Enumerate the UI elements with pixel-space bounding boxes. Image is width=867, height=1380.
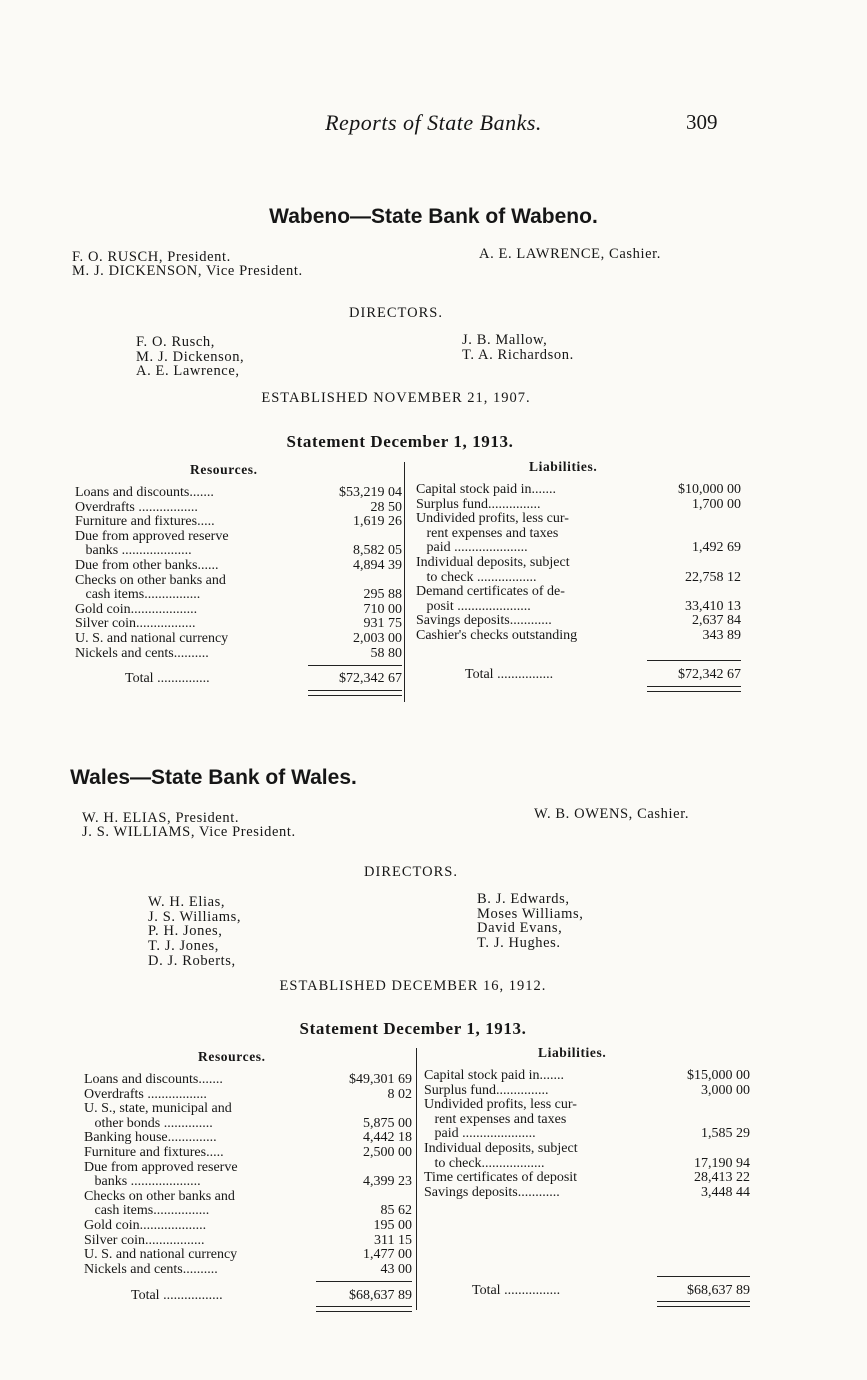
directors-right [462, 333, 574, 362]
ledger-row: Silver coin................. 311 15 [84, 1232, 412, 1248]
director: D. J. Roberts, [148, 952, 236, 969]
statement-title: Statement December 1, 1913. [286, 432, 514, 451]
total-double-rule [657, 1301, 750, 1307]
president: F. O. RUSCH, President. [72, 249, 231, 265]
ledger-row: Due from approved reserve [84, 1160, 238, 1175]
director: Moses Williams, [477, 905, 584, 922]
ledger-row: other bonds .............. 5,875 00 [84, 1115, 412, 1131]
liabilities-total-row [465, 667, 741, 683]
resources-total-row [131, 1288, 412, 1304]
total-label: Total ............... [125, 671, 210, 686]
bank-title: Wales—State Bank of Wales. [70, 766, 357, 789]
ledger-row: U. S., state, municipal and [84, 1102, 232, 1117]
director: J. S. Williams, [148, 908, 242, 925]
president: W. H. ELIAS, President. [82, 810, 240, 826]
ledger-row: Nickels and cents.......... 43 00 [84, 1261, 412, 1277]
ledger-row: Checks on other banks and [75, 573, 226, 588]
resources-total: $72,342 67 [339, 671, 402, 686]
resources-list [75, 486, 402, 661]
ledger-row: paid ..................... 1,492 69 [416, 540, 741, 556]
resources-total-row [125, 671, 402, 687]
ledger-row: posit ..................... 33,410 13 [416, 598, 741, 614]
liabilities-heading: Liabilities. [529, 459, 598, 474]
director: J. B. Mallow, [462, 332, 548, 348]
ledger-row: U. S. and national currency 2,003 00 [75, 630, 402, 646]
ledger-row: Overdrafts ................. 28 50 [75, 499, 402, 515]
directors-left [136, 335, 244, 379]
total-label: Total ................. [131, 1288, 223, 1303]
ledger-row: Savings deposits............ 3,448 44 [424, 1184, 750, 1200]
subtotal-rule [316, 1281, 412, 1282]
ledger-row: Cashier's checks outstanding 343 89 [416, 627, 741, 643]
resources-heading: Resources. [198, 1049, 266, 1064]
column-divider [416, 1048, 417, 1310]
ledger-row: Time certificates of deposit 28,413 22 [424, 1170, 750, 1186]
total-double-rule [647, 686, 741, 692]
ledger-row: banks .................... 4,399 23 [84, 1174, 412, 1190]
cashier: A. E. LAWRENCE, Cashier. [479, 246, 661, 262]
ledger-row: Savings deposits............ 2,637 84 [416, 613, 741, 629]
ledger-row: to check.................. 17,190 94 [424, 1155, 750, 1171]
ledger-row: Loans and discounts....... $53,219 04 [75, 485, 402, 500]
ledger-row: Checks on other banks and [84, 1189, 235, 1204]
ledger-row: rent expenses and taxes [424, 1112, 567, 1127]
ledger-row: Surplus fund............... 3,000 00 [424, 1082, 750, 1098]
total-double-rule [308, 690, 402, 696]
resources-heading: Resources. [190, 462, 258, 477]
bank-title: Wabeno—State Bank of Wabeno. [269, 205, 598, 228]
ledger-row: U. S. and national currency 1,477 00 [84, 1247, 412, 1263]
established-date: ESTABLISHED NOVEMBER 21, 1907. [261, 390, 531, 406]
total-label: Total ................ [465, 667, 554, 682]
ledger-row: Individual deposits, subject [424, 1141, 578, 1156]
statement-title: Statement December 1, 1913. [299, 1019, 527, 1038]
ledger-row: Surplus fund............... 1,700 00 [416, 496, 741, 512]
page-number: 309 [686, 110, 718, 134]
directors-heading: DIRECTORS. [364, 864, 458, 880]
director: P. H. Jones, [148, 923, 223, 940]
director: A. E. Lawrence, [136, 363, 240, 379]
director: F. O. Rusch, [136, 334, 215, 350]
ledger-row: Individual deposits, subject [416, 555, 570, 570]
ledger-row: Overdrafts ................. 8 02 [84, 1086, 412, 1102]
ledger-row: Due from other banks...... 4,894 39 [75, 557, 402, 573]
ledger-row: cash items................ 85 62 [84, 1203, 412, 1219]
director: M. J. Dickenson, [136, 348, 245, 365]
director: David Evans, [477, 920, 563, 937]
ledger-row: to check ................. 22,758 12 [416, 569, 741, 585]
vice-president: J. S. WILLIAMS, Vice President. [82, 824, 296, 840]
directors-right [477, 892, 583, 951]
liabilities-total: $72,342 67 [678, 667, 741, 682]
ledger-row: Furniture and fixtures..... 1,619 26 [75, 514, 402, 530]
directors-heading: DIRECTORS. [349, 305, 443, 321]
director: B. J. Edwards, [477, 891, 570, 907]
column-divider [404, 462, 405, 702]
ledger-row: Loans and discounts....... $49,301 69 [84, 1072, 412, 1087]
ledger-row: Capital stock paid in....... $10,000 00 [416, 482, 741, 497]
director: T. J. Hughes. [477, 935, 561, 952]
liabilities-list [424, 1069, 750, 1200]
ledger-row: Undivided profits, less cur- [416, 512, 569, 527]
ledger-row: Furniture and fixtures..... 2,500 00 [84, 1144, 412, 1160]
ledger-row: Undivided profits, less cur- [424, 1098, 577, 1113]
resources-total: $68,637 89 [349, 1288, 412, 1303]
vice-president: M. J. DICKENSON, Vice President. [72, 263, 303, 279]
ledger-row: Due from approved reserve [75, 529, 229, 544]
subtotal-rule [647, 660, 741, 661]
ledger-row: Silver coin................. 931 75 [75, 616, 402, 632]
cashier: W. B. OWENS, Cashier. [534, 806, 690, 822]
liabilities-total-row [472, 1283, 750, 1299]
resources-list [84, 1073, 412, 1277]
ledger-row: Capital stock paid in....... $15,000 00 [424, 1068, 750, 1083]
liabilities-total: $68,637 89 [687, 1283, 750, 1298]
ledger-row: Gold coin................... 710 00 [75, 601, 402, 617]
ledger-row: Gold coin................... 195 00 [84, 1217, 412, 1233]
ledger-row: Banking house.............. 4,442 18 [84, 1130, 412, 1146]
liabilities-list [416, 483, 741, 644]
directors-left [148, 895, 241, 969]
director: T. J. Jones, [148, 938, 219, 955]
running-head: Reports of State Banks. [325, 110, 542, 135]
established-date: ESTABLISHED DECEMBER 16, 1912. [279, 978, 547, 994]
ledger-row: Demand certificates of de- [416, 585, 565, 600]
ledger-row: rent expenses and taxes [416, 526, 559, 541]
ledger-row: paid ..................... 1,585 29 [424, 1126, 750, 1142]
ledger-row: Nickels and cents.......... 58 80 [75, 645, 402, 661]
director: T. A. Richardson. [462, 346, 574, 363]
subtotal-rule [657, 1276, 750, 1277]
total-double-rule [316, 1306, 412, 1312]
subtotal-rule [308, 665, 402, 666]
ledger-row: cash items................ 295 88 [75, 587, 402, 603]
ledger-row: banks .................... 8,582 05 [75, 543, 402, 559]
director: W. H. Elias, [148, 894, 226, 910]
liabilities-heading: Liabilities. [538, 1045, 607, 1060]
total-label: Total ................ [472, 1283, 561, 1298]
